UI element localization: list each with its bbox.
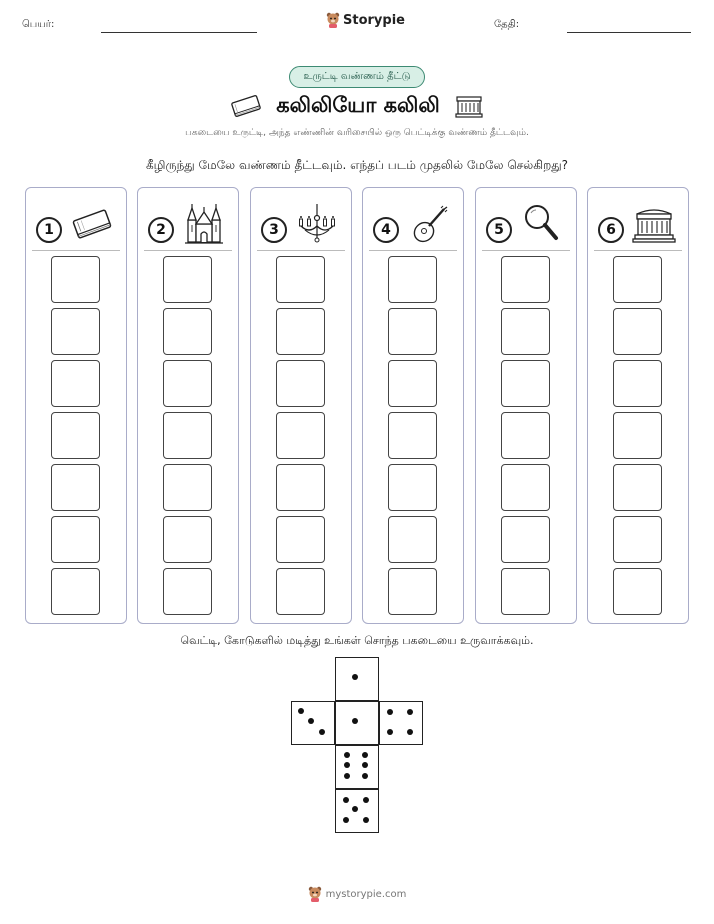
column-divider — [144, 250, 232, 251]
die-pip — [363, 797, 369, 803]
race-column-2 — [137, 187, 239, 624]
color-box-1[interactable] — [613, 256, 662, 303]
name-label: பெயர்: — [22, 19, 55, 30]
color-box-2[interactable] — [501, 308, 550, 355]
color-box-7[interactable] — [51, 568, 100, 615]
column-divider — [594, 250, 682, 251]
die-pip — [362, 752, 368, 758]
color-box-1[interactable] — [388, 256, 437, 303]
die-pip — [344, 773, 350, 779]
color-box-5[interactable] — [51, 464, 100, 511]
column-header — [26, 198, 126, 248]
page-title: கலிலியோ கலிலி — [276, 92, 440, 117]
column-header — [588, 198, 688, 248]
column-number: 3 — [261, 217, 287, 243]
color-box-3[interactable] — [501, 360, 550, 407]
magnifying-glass-icon — [520, 202, 564, 246]
die-pip — [308, 718, 314, 724]
column-number: 1 — [36, 217, 62, 243]
color-box-3[interactable] — [163, 360, 212, 407]
column-header — [476, 198, 576, 248]
column-header — [138, 198, 238, 248]
die-face-top — [335, 657, 379, 701]
brand-logo — [326, 12, 405, 28]
date-line — [567, 32, 691, 33]
race-column-6 — [587, 187, 689, 624]
column-header — [363, 198, 463, 248]
subtitle-instructions: பகடையை உருட்டி, அந்த எண்ணின் வரிசையில் ஒரு பெட்டிக்கு வண்ணம் தீட்டவும். — [185, 128, 529, 138]
column-divider — [32, 250, 120, 251]
race-column-1 — [25, 187, 127, 624]
color-box-3[interactable] — [388, 360, 437, 407]
column-divider — [369, 250, 457, 251]
color-box-5[interactable] — [388, 464, 437, 511]
column-divider — [482, 250, 570, 251]
activity-badge: உருட்டி வண்ணம் தீட்டு — [289, 66, 425, 88]
color-box-6[interactable] — [613, 516, 662, 563]
die-pip — [362, 773, 368, 779]
museum-icon — [632, 202, 676, 246]
color-box-5[interactable] — [163, 464, 212, 511]
question-text: கீழிருந்து மேலே வண்ணம் தீட்டவும். எந்தப் படம் முதலில் மேலே செல்கிறது? — [145, 158, 569, 172]
chandelier-icon — [295, 202, 339, 246]
color-box-2[interactable] — [388, 308, 437, 355]
column-number: 4 — [373, 217, 399, 243]
color-box-2[interactable] — [613, 308, 662, 355]
brand-name: Storypie — [343, 12, 405, 28]
worksheet-header — [0, 0, 714, 50]
die-pip — [387, 729, 393, 735]
color-box-3[interactable] — [613, 360, 662, 407]
die-pip — [362, 762, 368, 768]
color-box-4[interactable] — [51, 412, 100, 459]
die-pip — [352, 718, 358, 724]
footer-website: mystorypie.com — [325, 888, 407, 900]
die-face-bottom — [335, 789, 379, 833]
cut-instructions: வெட்டி, கோடுகளில் மடித்து உங்கள் சொந்த பகடையை உருவாக்கவும். — [180, 634, 534, 647]
color-box-2[interactable] — [51, 308, 100, 355]
footer — [0, 886, 714, 902]
die-pip — [319, 729, 325, 735]
race-column-5 — [475, 187, 577, 624]
date-label: தேதி: — [494, 19, 520, 30]
die-face-lower — [335, 745, 379, 789]
color-box-1[interactable] — [51, 256, 100, 303]
cathedral-icon — [182, 202, 226, 246]
color-box-6[interactable] — [276, 516, 325, 563]
color-box-4[interactable] — [613, 412, 662, 459]
color-box-5[interactable] — [613, 464, 662, 511]
book-icon — [230, 93, 262, 119]
title-row — [0, 88, 714, 124]
column-header — [251, 198, 351, 248]
color-box-6[interactable] — [163, 516, 212, 563]
die-pip — [344, 752, 350, 758]
die-face-right — [379, 701, 423, 745]
die-pip — [407, 729, 413, 735]
color-box-6[interactable] — [501, 516, 550, 563]
museum-icon — [454, 93, 484, 119]
lute-icon — [407, 202, 451, 246]
color-box-4[interactable] — [163, 412, 212, 459]
die-pip — [363, 817, 369, 823]
die-pip — [344, 762, 350, 768]
book-icon — [70, 202, 114, 246]
color-box-4[interactable] — [388, 412, 437, 459]
color-box-7[interactable] — [163, 568, 212, 615]
die-pip — [298, 708, 304, 714]
column-divider — [257, 250, 345, 251]
storypie-bear-icon — [308, 886, 322, 902]
color-box-7[interactable] — [613, 568, 662, 615]
color-box-4[interactable] — [276, 412, 325, 459]
die-face-left — [291, 701, 335, 745]
race-column-3 — [250, 187, 352, 624]
color-box-1[interactable] — [501, 256, 550, 303]
color-box-7[interactable] — [388, 568, 437, 615]
die-face-center — [335, 701, 379, 745]
color-box-1[interactable] — [163, 256, 212, 303]
die-pip — [352, 806, 358, 812]
storypie-bear-icon — [326, 12, 340, 28]
color-box-7[interactable] — [276, 568, 325, 615]
column-number: 2 — [148, 217, 174, 243]
column-number: 6 — [598, 217, 624, 243]
color-box-1[interactable] — [276, 256, 325, 303]
die-pip — [343, 797, 349, 803]
die-pip — [343, 817, 349, 823]
color-box-3[interactable] — [51, 360, 100, 407]
color-box-7[interactable] — [501, 568, 550, 615]
color-box-6[interactable] — [388, 516, 437, 563]
race-column-4 — [362, 187, 464, 624]
die-pip — [407, 709, 413, 715]
color-box-5[interactable] — [501, 464, 550, 511]
color-box-5[interactable] — [276, 464, 325, 511]
die-pip — [387, 709, 393, 715]
color-box-2[interactable] — [276, 308, 325, 355]
color-box-4[interactable] — [501, 412, 550, 459]
color-box-2[interactable] — [163, 308, 212, 355]
column-number: 5 — [486, 217, 512, 243]
name-line — [101, 32, 257, 33]
color-box-3[interactable] — [276, 360, 325, 407]
die-pip — [352, 674, 358, 680]
color-box-6[interactable] — [51, 516, 100, 563]
